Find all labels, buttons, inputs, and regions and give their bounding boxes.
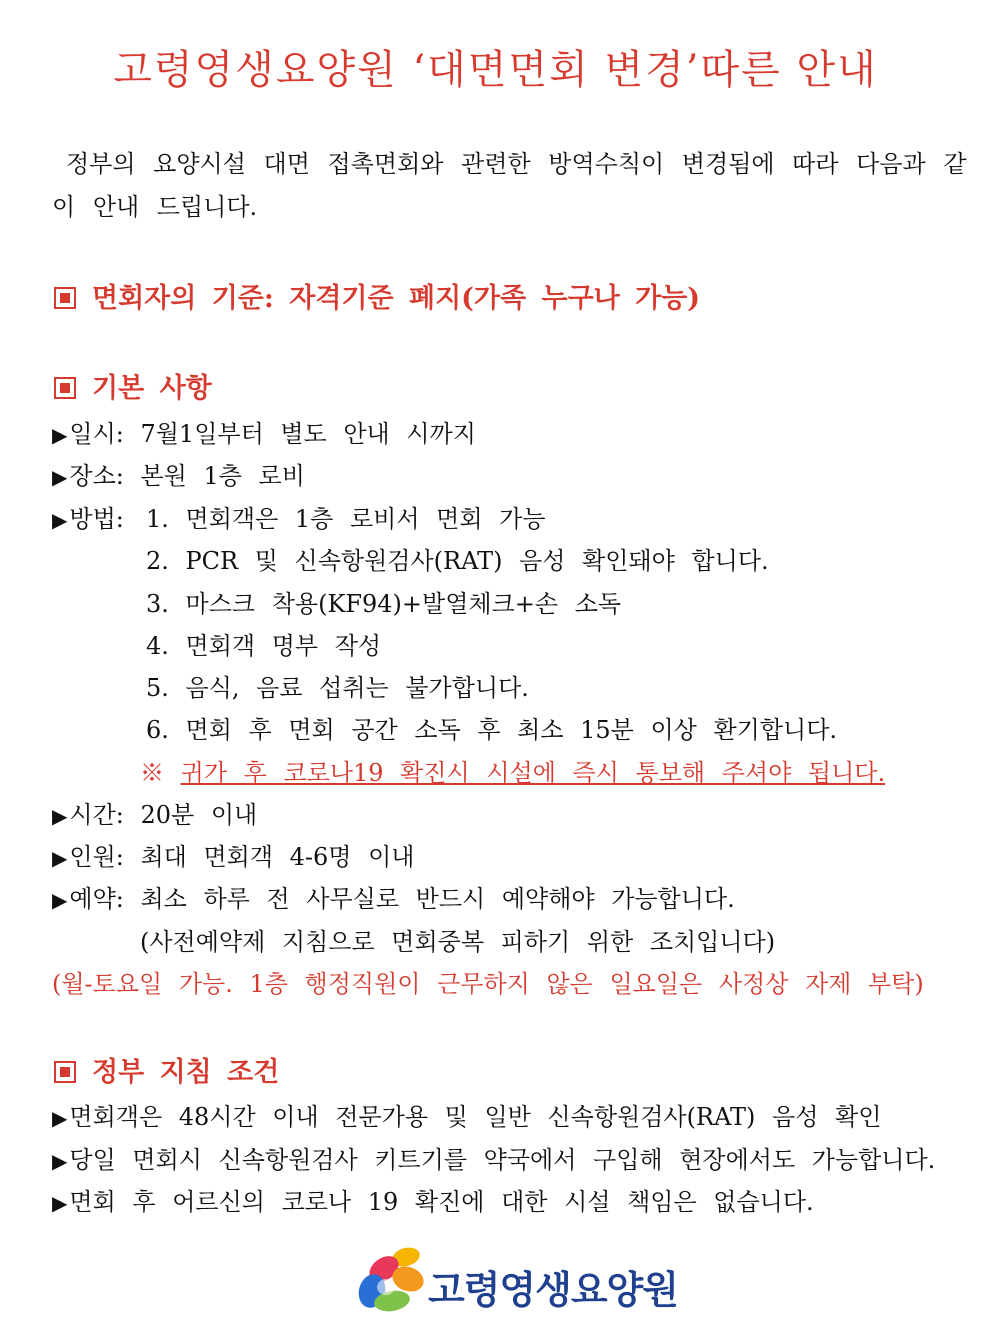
triangle-bullet-icon: ▶ [52, 1106, 68, 1130]
square-bullet-icon [54, 1061, 76, 1083]
rainbow-swirl-logo-icon [350, 1245, 430, 1319]
method-step-1: 1. 면회객은 1층 로비서 면회 가능 [146, 505, 546, 533]
section-heading-text: 정부 지침 조건 [92, 1057, 280, 1088]
guideline-item: ▶면회객은 48시간 이내 전문가용 및 일반 신속항원검사(RAT) 음성 확인 [52, 1103, 882, 1131]
item-reservation: ▶예약: 최소 하루 전 사무실로 반드시 예약해야 가능합니다. [52, 885, 735, 913]
item-people: ▶인원: 최대 면회객 4-6명 이내 [52, 843, 415, 871]
triangle-bullet-icon: ▶ [52, 423, 68, 447]
item-place: ▶장소: 본원 1층 로비 [52, 462, 305, 490]
triangle-bullet-icon: ▶ [52, 888, 68, 912]
square-bullet-icon [54, 287, 76, 309]
method-step-5: 5. 음식, 음료 섭취는 불가합니다. [146, 674, 529, 702]
square-bullet-icon [54, 377, 76, 399]
method-step-6: 6. 면회 후 면회 공간 소독 후 최소 15분 이상 환기합니다. [146, 716, 838, 744]
triangle-bullet-icon: ▶ [52, 465, 68, 489]
triangle-bullet-icon: ▶ [52, 846, 68, 870]
section-heading-text: 면회자의 기준: 자격기준 폐지(가족 누구나 가능) [92, 283, 701, 314]
triangle-bullet-icon: ▶ [52, 1149, 68, 1173]
reservation-days-notice: (월-토요일 가능. 1층 행정직원이 근무하지 않은 일요일은 사정상 자제 부탁) [52, 970, 924, 998]
section-heading-visitor-criteria [52, 276, 700, 315]
item-method: ▶방법: [52, 505, 124, 533]
method-step-2: 2. PCR 및 신속항원검사(RAT) 음성 확인돼야 합니다. [146, 547, 769, 575]
item-datetime: ▶일시: 7월1일부터 별도 안내 시까지 [52, 420, 476, 448]
item-time: ▶시간: 20분 이내 [52, 801, 258, 829]
intro-paragraph [52, 143, 967, 229]
guideline-item: ▶당일 면회시 신속항원검사 키트기를 약국에서 구입해 현장에서도 가능합니다. [52, 1146, 936, 1174]
triangle-bullet-icon: ▶ [52, 508, 68, 532]
logo-text: 고령영생요양원 [428, 1268, 678, 1312]
intro-line-1: 정부의 요양시설 대면 접촉면회와 관련한 방역수칙이 변경됨에 따라 다음과 같 [66, 150, 967, 178]
intro-line-2: 이 안내 드립니다. [52, 193, 258, 221]
covid-notice [140, 753, 885, 788]
covid-notice-text: 귀가 후 코로나19 확진시 시설에 즉시 통보해 주셔야 됩니다. [180, 759, 886, 787]
method-step-4: 4. 면회객 명부 작성 [146, 632, 382, 660]
method-step-3: 3. 마스크 착용(KF94)+발열체크+손 소독 [146, 590, 622, 618]
reference-mark-icon: ※ [140, 759, 164, 787]
triangle-bullet-icon: ▶ [52, 804, 68, 828]
facility-logo [350, 1245, 680, 1319]
section-heading-government-guidelines [52, 1050, 279, 1089]
triangle-bullet-icon: ▶ [52, 1191, 68, 1215]
page-title: 고령영생요양원 ‘대면면회 변경’따른 안내 [113, 47, 878, 93]
section-heading-text: 기본 사항 [92, 373, 212, 404]
guideline-item: ▶면회 후 어르신의 코로나 19 확진에 대한 시설 책임은 없습니다. [52, 1188, 814, 1216]
section-heading-basics [52, 366, 212, 405]
reservation-explanation: (사전예약제 지침으로 면회중복 피하기 위한 조치입니다) [140, 928, 776, 956]
